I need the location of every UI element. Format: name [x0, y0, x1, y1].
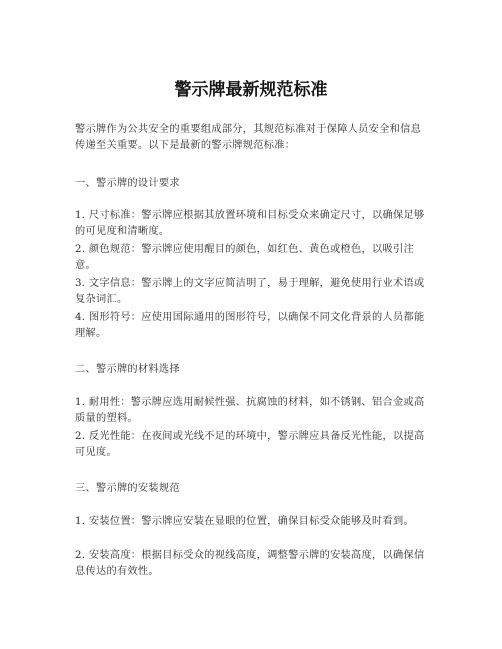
list-item: 1. 尺寸标准：警示牌应根据其放置环境和目标受众来确定尺寸，以确保足够的可见度和清晰度。 — [75, 210, 425, 238]
list-item: 4. 图形符号：应使用国际通用的图形符号，以确保不同文化背景的人员都能理解。 — [75, 312, 425, 340]
intro-paragraph: 警示牌作为公共安全的重要组成部分，其规范标准对于保障人员安全和信息传递至关重要。以下是最新的警示牌规范标准： — [75, 124, 422, 152]
list-item: 1. 耐用性：警示牌应选用耐候性强、抗腐蚀的材料，如不锈钢、铝合金或高质量的塑料。 — [75, 397, 425, 425]
section-heading-installation: 三、警示牌的安装规范 — [75, 483, 180, 494]
list-item: 1. 安装位置：警示牌应安装在显眼的位置，确保目标受众能够及时看到。 — [75, 516, 414, 527]
section-heading-materials: 二、警示牌的材料选择 — [75, 364, 180, 375]
list-item: 2. 安装高度：根据目标受众的视线高度，调整警示牌的安装高度，以确保信息传达的有效性。 — [75, 550, 425, 578]
list-item: 3. 文字信息：警示牌上的文字应简洁明了，易于理解，避免使用行业术语或复杂词汇。 — [75, 278, 425, 306]
list-item: 2. 颜色规范：警示牌应使用醒目的颜色，如红色、黄色或橙色，以吸引注意。 — [75, 244, 414, 272]
list-item: 2. 反光性能：在夜间或光线不足的环境中，警示牌应具备反光性能，以提高可见度。 — [75, 431, 425, 459]
document-title: 警示牌最新规范标准 — [174, 80, 328, 100]
section-heading-design: 一、警示牌的设计要求 — [75, 178, 180, 189]
